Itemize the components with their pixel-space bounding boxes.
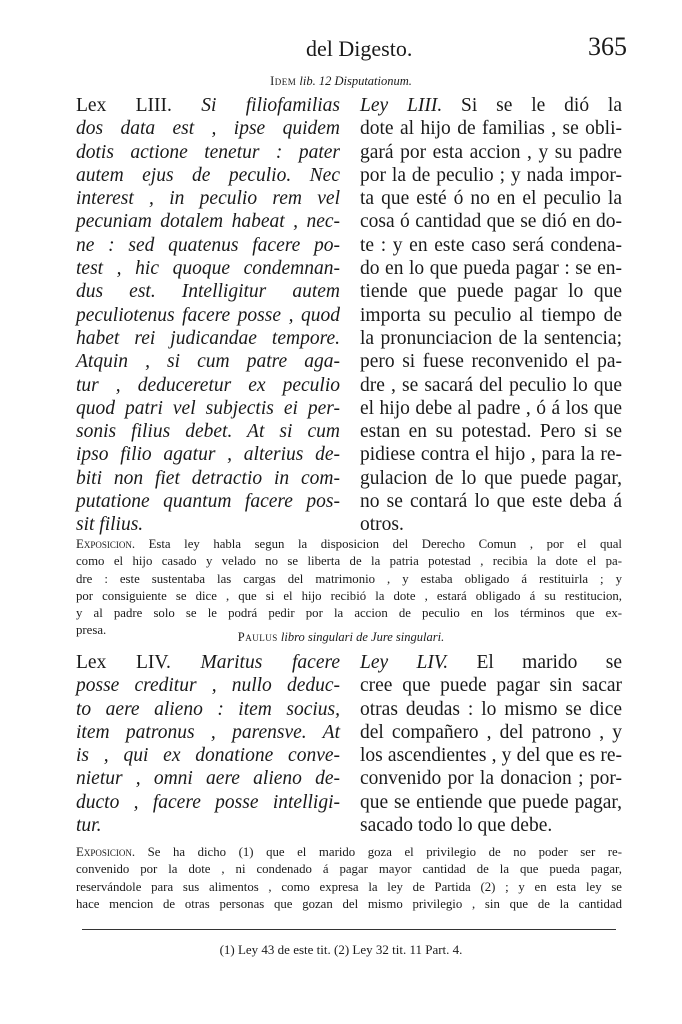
- latin-line: dus est. Intelligitur autem: [76, 281, 340, 303]
- latin-line-text: Si filiofamilias: [171, 95, 340, 116]
- latin-line: quod patri vel subjectis ei per-: [76, 397, 340, 419]
- spanish-line: el hijo debe al padre , ó á los que: [360, 397, 622, 419]
- lex-53-label: Lex LIII.: [76, 95, 172, 116]
- ley-54-label: Ley LIV.: [360, 652, 449, 673]
- spanish-line: ta que esté ó no en el peculio la: [360, 188, 622, 210]
- source-attribution-idem: [0, 74, 682, 89]
- running-title: del Digesto.: [306, 36, 413, 61]
- latin-line: dotis actione tenetur : pater: [76, 141, 340, 163]
- law-53-spanish-text: [360, 94, 622, 537]
- spanish-line: otros.: [360, 514, 404, 536]
- latin-line: [76, 651, 340, 674]
- exposition-line-text: Se ha dicho (1) que el marido goza el privilegio de no poder ser re-: [135, 845, 622, 859]
- latin-line-text: Maritus facere: [170, 652, 340, 673]
- spanish-line: los ascendientes , y del que es re-: [360, 745, 622, 767]
- latin-line: item patronus , parensve. At: [76, 721, 340, 743]
- spanish-line-text: Si se le dió la: [442, 95, 622, 116]
- latin-line: pecuniam dotalem habeat , nec-: [76, 211, 340, 233]
- exposition-line: hace mencion de otras personas que gozan del mismo privilegio , sin que de la cantidad: [76, 896, 622, 911]
- spanish-line: que se entiende que puede pagar,: [360, 791, 622, 813]
- latin-line: sonis filius debet. At si cum: [76, 421, 340, 443]
- spanish-line: cosa ó cantidad que se dió en do-: [360, 211, 622, 233]
- spanish-line: la pronunciacion de la sentencia;: [360, 327, 622, 349]
- latin-line: peculiotenus facere posse , quod: [76, 304, 340, 326]
- spanish-line: te : y en este caso será condena-: [360, 234, 622, 256]
- latin-line: ducto , facere posse intelligi-: [76, 791, 340, 813]
- spanish-line: por la de peculio ; y nada impor-: [360, 164, 622, 186]
- latin-line: is , qui ex donatione conve-: [76, 745, 340, 767]
- page-header: [0, 32, 682, 66]
- spanish-line: cree que puede pagar sin sacar: [360, 675, 622, 697]
- spanish-line: dre , se sacará del peculio lo que: [360, 374, 622, 396]
- spanish-line: tiende que puede pagar lo que: [360, 281, 622, 303]
- ley-53-label: Ley LIII.: [360, 95, 443, 116]
- exposition-line: presa.: [76, 623, 107, 638]
- latin-line: posse creditur , nullo deduc-: [76, 675, 340, 697]
- law-54-latin-text: [76, 651, 340, 837]
- exposition-line: como el hijo casado y velado no se liberta de la patria potestad , recibia la dote el pa-: [76, 554, 622, 569]
- lex-54-label: Lex LIV.: [76, 652, 171, 673]
- latin-line: [76, 94, 340, 117]
- spanish-line: importa su peculio al tiempo de: [360, 304, 622, 326]
- spanish-line: estan en su potestad. Pero si se: [360, 421, 622, 443]
- spanish-line: gará por esta accion , y su padre: [360, 141, 622, 163]
- latin-line: ipso filio agatur , alterius de-: [76, 444, 340, 466]
- latin-line: nietur , omni aere alieno de-: [76, 768, 340, 790]
- spanish-line: otras deudas : lo mismo se dice: [360, 698, 622, 720]
- spanish-line: do en lo que pueda pagar : se en-: [360, 258, 622, 280]
- exposition-label: Exposicion.: [76, 845, 136, 859]
- spanish-line: pidiese contra el hijo , para la re-: [360, 444, 622, 466]
- spanish-line: del compañero , del patrono , y: [360, 721, 622, 743]
- exposition-line: reservándole para sus alimentos , como expresa la ley de Partida (2) ; y en esta ley se: [76, 879, 622, 894]
- latin-line: test , hic quoque condemnan-: [76, 258, 340, 280]
- spanish-line: gulacion de lo que puede pagar,: [360, 467, 622, 489]
- exposition-line-text: Esta ley habla segun la disposicion del Derecho Comun , por el qual: [135, 537, 622, 551]
- latin-line: habet rei judicandae tempore.: [76, 327, 340, 349]
- exposition-line: [76, 844, 622, 861]
- law-53-latin-text: [76, 94, 340, 537]
- spanish-line: [360, 94, 622, 117]
- exposition-line: dre : este sustentaba las cargas del matrimonio , y estaba obligado á restituirla ; y: [76, 571, 622, 586]
- footnotes: (1) Ley 43 de este tit. (2) Ley 32 tit. 11 Part. 4.: [219, 942, 463, 957]
- latin-line: dos data est , ipse quidem: [76, 118, 340, 140]
- footnote-divider: [82, 929, 616, 930]
- attribution-source: libro singulari de Jure singulari.: [280, 630, 445, 644]
- spanish-line: [360, 651, 622, 674]
- page-number: 365: [588, 32, 627, 61]
- exposition-line: y al padre solo se le podrá pedir por la accion de peculio en los términos que ex-: [76, 606, 622, 621]
- latin-line: ne : sed quatenus facere po-: [76, 234, 340, 256]
- latin-line: tur , deduceretur ex peculio: [76, 374, 340, 396]
- exposition-line: [76, 536, 622, 553]
- spanish-line: sacado todo lo que debe.: [360, 815, 553, 837]
- attribution-author: Idem: [270, 74, 297, 88]
- spanish-line: no se contará lo que este deba á: [360, 491, 622, 513]
- exposition-54: [76, 844, 622, 913]
- latin-line: to aere alieno : item socius,: [76, 698, 340, 720]
- exposition-line: convenido por la dote , ni condenado á pagar mayor cantidad de la que pueda pagar,: [76, 862, 622, 877]
- exposition-label: Exposicion.: [76, 537, 136, 551]
- spanish-line: dote al hijo de familias , se obli-: [360, 118, 622, 140]
- latin-line: sit filius.: [76, 514, 144, 536]
- latin-line: tur.: [76, 815, 102, 837]
- latin-line: Atquin , si cum patre aga-: [76, 351, 340, 373]
- exposition-53: [76, 536, 622, 640]
- source-attribution-paulus: [0, 630, 682, 645]
- spanish-line-text: El marido se: [448, 652, 622, 673]
- attribution-source: lib. 12 Disputationum.: [299, 74, 412, 88]
- latin-line: putatione quantum facere pos-: [76, 491, 340, 513]
- attribution-author: Paulus: [237, 630, 278, 644]
- spanish-line: pero si fuese reconvenido el pa-: [360, 351, 622, 373]
- spanish-line: convenido por la donacion ; por-: [360, 768, 622, 790]
- exposition-line: por consiguiente se dice , que si el hijo recibió la dote , estará obligado á su restitucion,: [76, 588, 622, 603]
- law-54-spanish-text: [360, 651, 622, 837]
- latin-line: biti non fiet detractio in com-: [76, 467, 340, 489]
- latin-line: autem ejus de peculio. Nec: [76, 164, 340, 186]
- latin-line: interest , in peculio rem vel: [76, 188, 340, 210]
